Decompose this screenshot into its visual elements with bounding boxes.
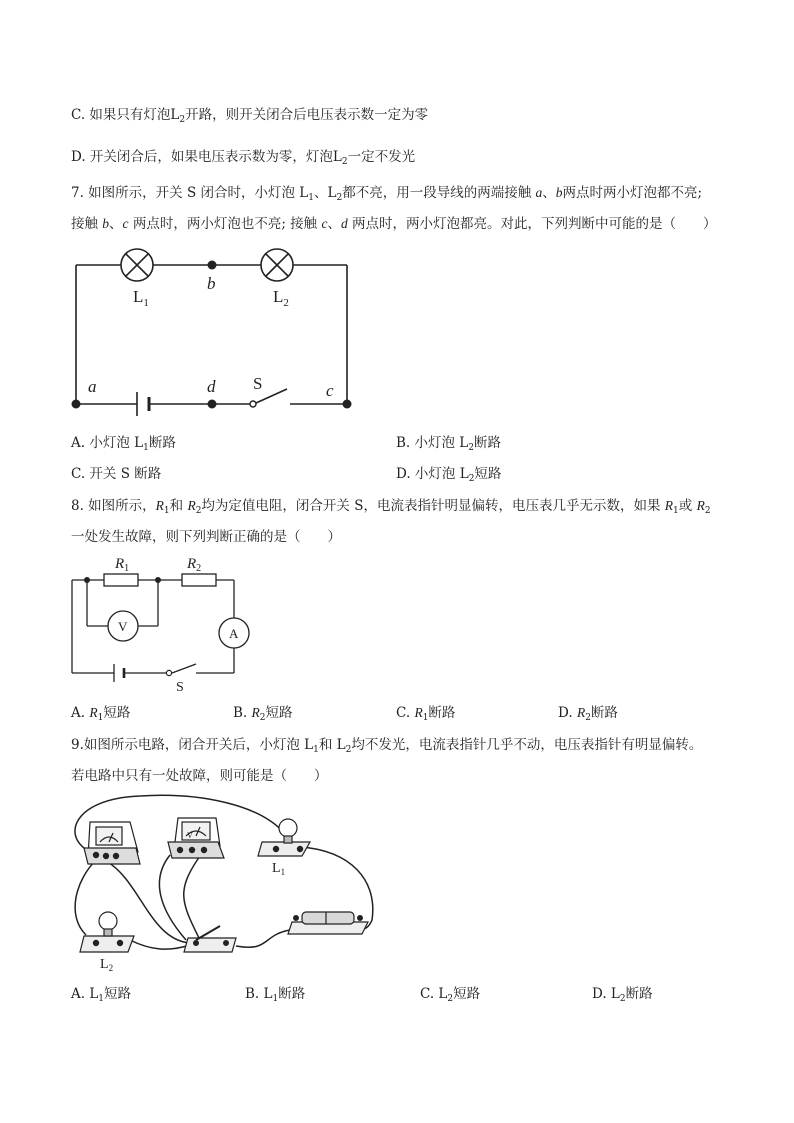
label-v: V <box>118 619 128 634</box>
label-l2: $L_2$ <box>273 287 289 309</box>
label-c: c <box>326 381 334 400</box>
label-r2: $R_2$ <box>187 556 202 574</box>
label-l1: $L_1$ <box>133 287 149 309</box>
battery-device-icon <box>288 912 368 934</box>
voltmeter-device-icon <box>168 818 224 858</box>
ammeter-device-icon <box>84 822 140 864</box>
q9-option-d[interactable]: D. $L_2$断路 <box>592 986 653 1004</box>
q6-option-d: D. 开关闭合后，如果电压表示数为零，灯泡$L_2$一定不发光 <box>71 149 416 167</box>
switch-device-icon <box>184 926 236 952</box>
label-r1: $R_1$ <box>115 556 130 574</box>
q8-option-c[interactable]: C. $R_1$断路 <box>396 705 456 723</box>
svg-text:V: V <box>187 831 193 840</box>
bulb-l1-device-icon <box>258 819 310 856</box>
label-l1: $L_1$ <box>272 861 286 877</box>
q7-option-d[interactable]: D. 小灯泡 $L_2$短路 <box>396 466 502 484</box>
label-s: S <box>176 680 184 695</box>
label-d: d <box>207 377 216 396</box>
q8-stem-line1: 8. 如图所示，$R_1$和 $R_2$均为定值电阻，闭合开关 S，电流表指针明显偏转，电压表几乎无示数，如果 $R_1$或 $R_2$ <box>71 498 711 516</box>
bulb-l2-device-icon <box>80 912 134 952</box>
q6-option-c: C. 如果只有灯泡$L_2$开路，则开关闭合后电压表示数一定为零 <box>71 107 429 125</box>
q8-option-b[interactable]: B. $R_2$短路 <box>233 705 293 723</box>
q9-stem-line1: 9.如图所示电路，闭合开关后，小灯泡 $L_1$和 $L_2$均不发光，电流表指针几乎不动，电压表指针有明显偏转。 <box>71 737 703 755</box>
q7-option-c[interactable]: C. 开关 S 断路 <box>71 466 162 482</box>
q8-option-d[interactable]: D. $R_2$断路 <box>558 705 618 723</box>
q8-option-a[interactable]: A. $R_1$短路 <box>71 705 131 723</box>
q9-stem-line2: 若电路中只有一处故障，则可能是（ ） <box>71 768 328 784</box>
q9-option-c[interactable]: C. $L_2$短路 <box>420 986 481 1004</box>
q7-option-b[interactable]: B. 小灯泡 $L_2$断路 <box>396 435 501 453</box>
label-l2: $L_2$ <box>100 957 114 973</box>
label-b: b <box>207 274 216 293</box>
q9-option-b[interactable]: B. $L_1$断路 <box>245 986 306 1004</box>
label-a: A <box>229 626 239 641</box>
q7-option-a[interactable]: A. 小灯泡 $L_1$断路 <box>71 435 176 453</box>
q7-stem-line1: 7. 如图所示，开关 S 闭合时，小灯泡 $L_1$、$L_2$都不亮，用一段导线的两端接触 a、b两点时两小灯泡都不亮; <box>71 185 703 203</box>
q7-stem-line2: 接触 b、c 两点时，两小灯泡也不亮; 接触 c、d 两点时，两小灯泡都亮。对此，下列判断中可能的是（ ） <box>71 216 717 232</box>
label-s: S <box>253 374 263 393</box>
q8-stem-line2: 一处发生故障，则下列判断正确的是（ ） <box>71 529 341 545</box>
q9-option-a[interactable]: A. $L_1$短路 <box>71 986 132 1004</box>
label-a: a <box>88 377 97 396</box>
